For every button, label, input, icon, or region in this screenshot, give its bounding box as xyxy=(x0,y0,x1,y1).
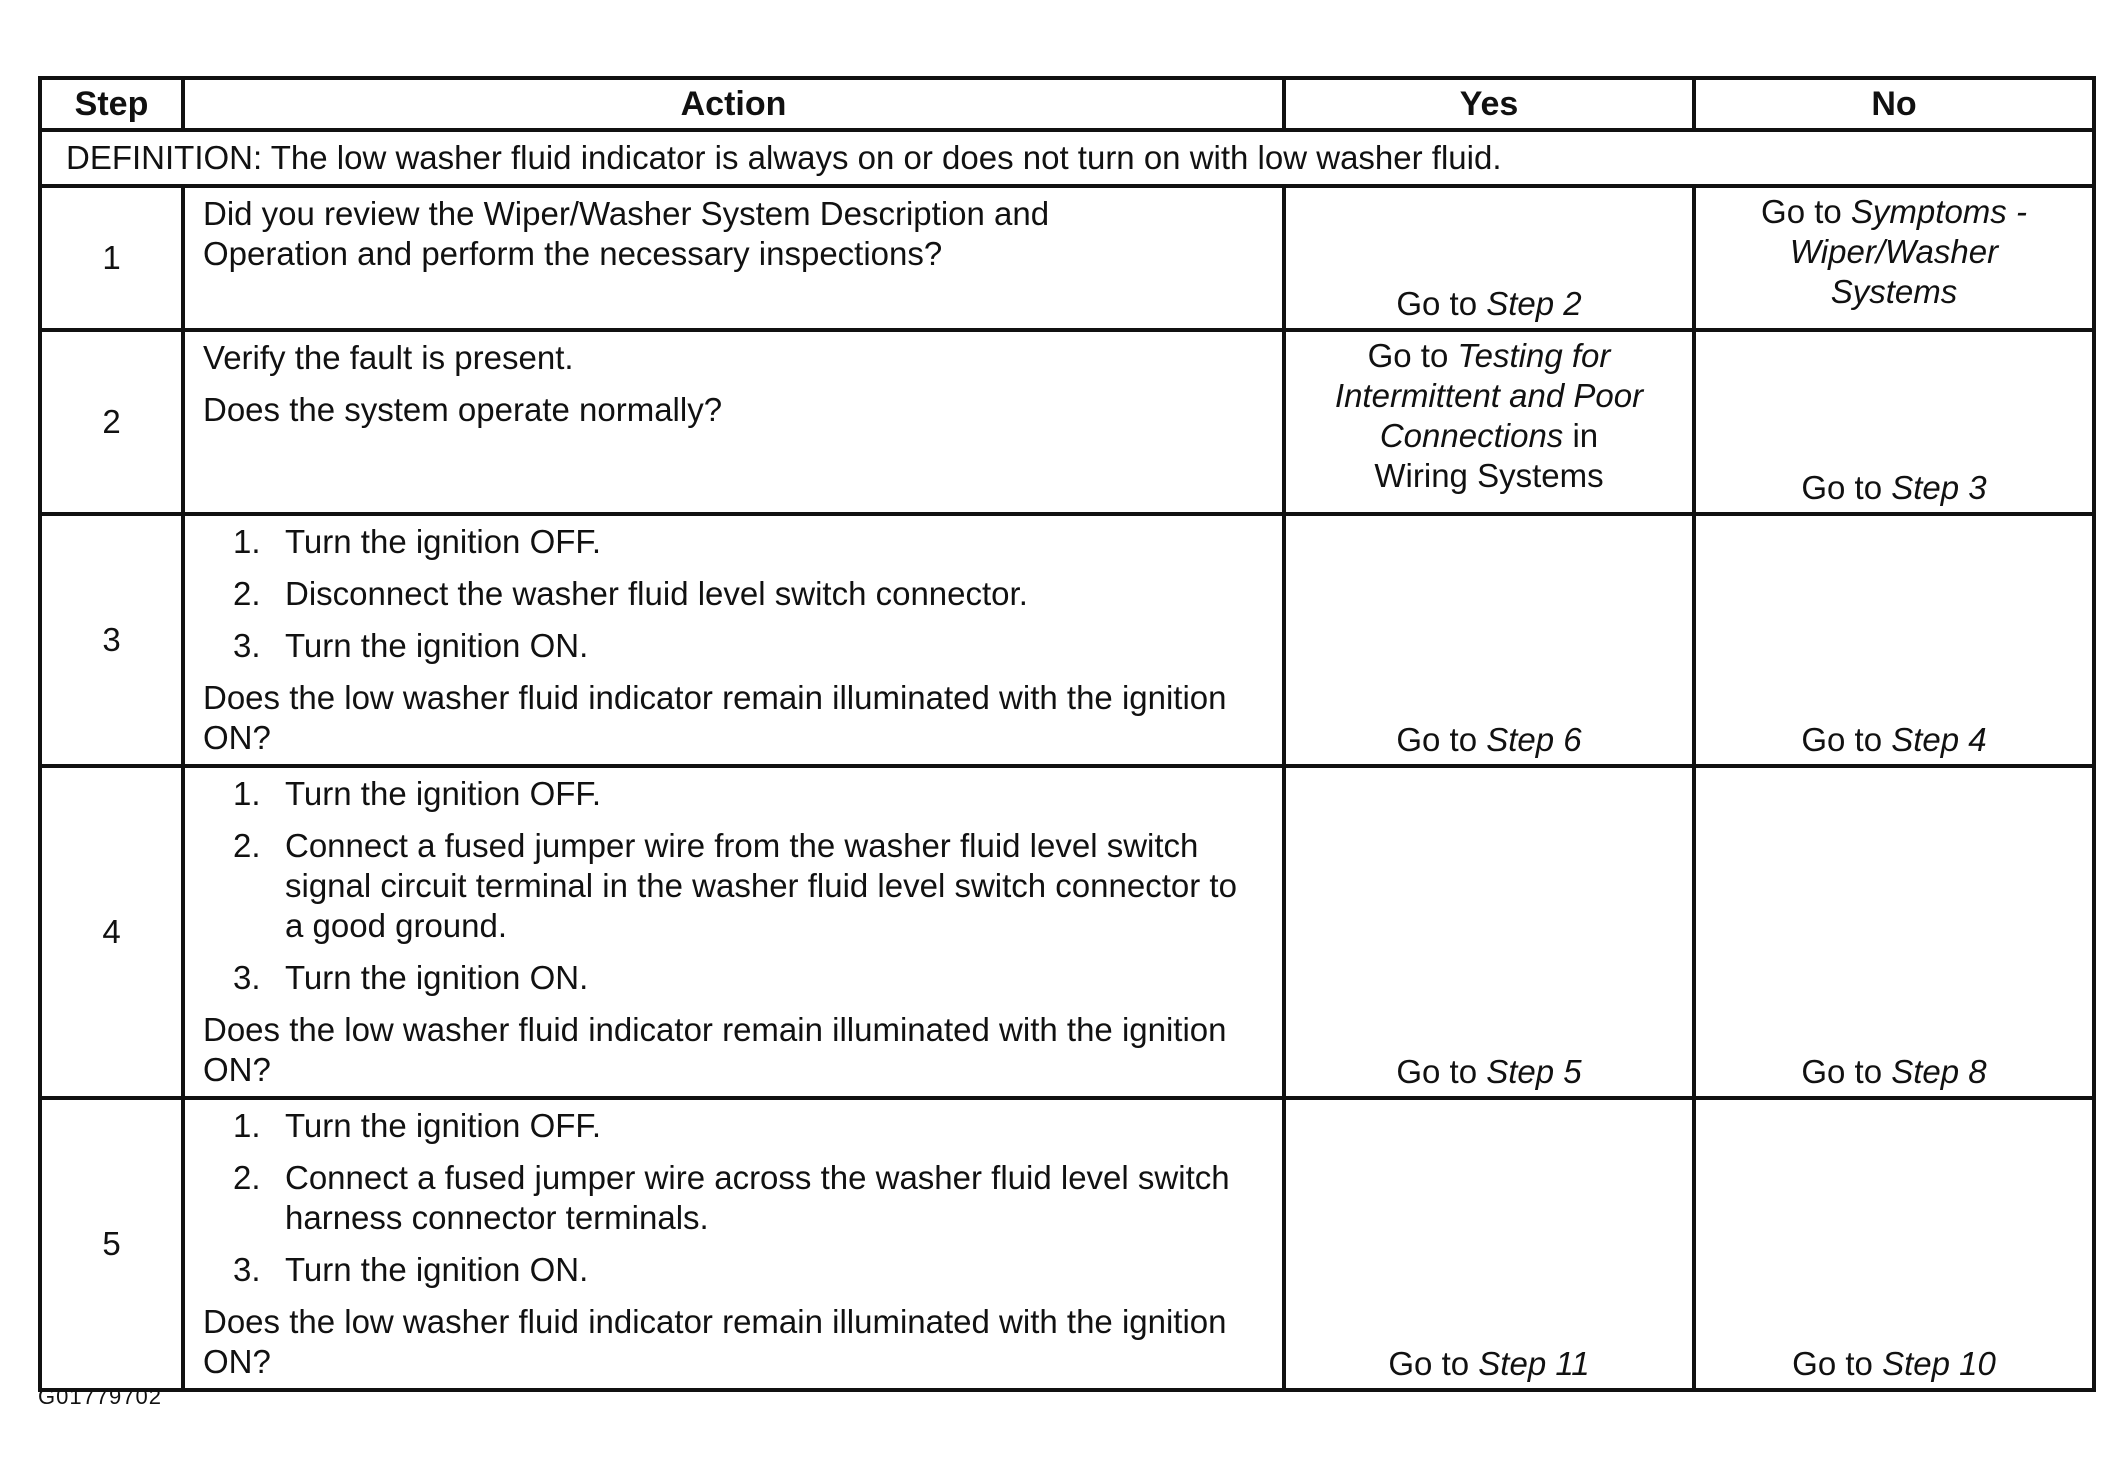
substep-list xyxy=(203,522,1264,666)
no-cell xyxy=(1694,766,2094,1098)
substep-text: Turn the ignition ON. xyxy=(285,627,589,664)
no-step-link[interactable]: Step 10 xyxy=(1882,1345,1996,1382)
definition-text: DEFINITION: The low washer fluid indicator is always on or does not turn on with low washer fluid. xyxy=(40,130,2094,186)
yes-prefix: Go to xyxy=(1396,285,1487,322)
yes-step-link[interactable]: Step 6 xyxy=(1486,721,1582,758)
substep-item xyxy=(203,958,1264,998)
yes-cell xyxy=(1284,1098,1694,1390)
yes-ref-link[interactable]: Connections xyxy=(1379,417,1564,454)
action-cell xyxy=(183,766,1284,1098)
yes-suffix: in xyxy=(1563,417,1599,454)
substep-item xyxy=(203,1158,1264,1238)
substep-item xyxy=(203,1106,1264,1146)
substep-item xyxy=(203,826,1264,946)
step-number: 1 xyxy=(40,186,183,330)
table-row xyxy=(40,1098,2094,1390)
no-prefix: Go to xyxy=(1801,721,1892,758)
substep-text: Disconnect the washer fluid level switch connector. xyxy=(285,575,1028,612)
substep-text: Turn the ignition ON. xyxy=(285,959,589,996)
no-prefix: Go to xyxy=(1801,469,1892,506)
definition-row xyxy=(40,130,2094,186)
header-yes: Yes xyxy=(1284,78,1694,130)
no-ref-link[interactable]: Wiper/Washer xyxy=(1789,233,1999,270)
no-cell xyxy=(1694,1098,2094,1390)
figure-id: G01779702 xyxy=(38,1384,162,1409)
substep-list xyxy=(203,774,1264,998)
yes-cell xyxy=(1284,330,1694,514)
substep-item xyxy=(203,574,1264,614)
yes-prefix: Go to xyxy=(1396,721,1487,758)
substep-number: 1. xyxy=(233,1107,261,1144)
yes-step-link[interactable]: Step 2 xyxy=(1486,285,1582,322)
no-step-link[interactable]: Step 4 xyxy=(1891,721,1987,758)
action-question: Does the low washer fluid indicator remain illuminated with the ignition ON? xyxy=(203,1011,1227,1088)
substep-number: 2. xyxy=(233,827,261,864)
no-step-link[interactable]: Step 8 xyxy=(1891,1053,1987,1090)
step-number: 4 xyxy=(40,766,183,1098)
no-ref-link[interactable]: Systems xyxy=(1830,273,1958,310)
action-question: Does the low washer fluid indicator remain illuminated with the ignition ON? xyxy=(203,1303,1227,1380)
substep-text: Turn the ignition OFF. xyxy=(285,775,602,812)
yes-cell xyxy=(1284,766,1694,1098)
substep-number: 2. xyxy=(233,1159,261,1196)
step-number: 3 xyxy=(40,514,183,766)
no-prefix: Go to xyxy=(1801,1053,1892,1090)
no-step-link[interactable]: Step 3 xyxy=(1891,469,1987,506)
substep-number: 1. xyxy=(233,775,261,812)
substep-text: Connect a fused jumper wire from the washer fluid level switch signal circuit terminal in the washer fluid level switch connector to a good ground. xyxy=(285,827,1237,944)
substep-number: 3. xyxy=(233,1251,261,1288)
table-row xyxy=(40,330,2094,514)
substep-item xyxy=(203,522,1264,562)
no-prefix: Go to xyxy=(1792,1345,1883,1382)
step-number: 2 xyxy=(40,330,183,514)
yes-step-link[interactable]: Step 5 xyxy=(1486,1053,1582,1090)
action-cell xyxy=(183,1098,1284,1390)
header-action: Action xyxy=(183,78,1284,130)
action-text xyxy=(203,194,1264,274)
header-step: Step xyxy=(40,78,183,130)
yes-step-link[interactable]: Step 11 xyxy=(1478,1345,1590,1382)
substep-text: Turn the ignition OFF. xyxy=(285,523,602,560)
diagnostic-table-container xyxy=(38,76,2092,1392)
yes-cell xyxy=(1284,186,1694,330)
substep-number: 1. xyxy=(233,523,261,560)
substep-number: 3. xyxy=(233,627,261,664)
header-row xyxy=(40,78,2094,130)
table-row xyxy=(40,514,2094,766)
action-cell xyxy=(183,514,1284,766)
diagnostic-table xyxy=(38,76,2096,1392)
action-text-line: Operation and perform the necessary inspections? xyxy=(203,235,943,272)
step-number: 5 xyxy=(40,1098,183,1390)
action-question: Does the system operate normally? xyxy=(203,391,723,428)
yes-ref-link[interactable]: Intermittent and Poor xyxy=(1334,377,1644,414)
substep-text: Turn the ignition OFF. xyxy=(285,1107,602,1144)
action-question: Does the low washer fluid indicator remain illuminated with the ignition ON? xyxy=(203,679,1227,756)
substep-item xyxy=(203,626,1264,666)
action-text: Verify the fault is present. xyxy=(203,339,574,376)
no-cell xyxy=(1694,186,2094,330)
yes-cell xyxy=(1284,514,1694,766)
substep-text: Turn the ignition ON. xyxy=(285,1251,589,1288)
no-prefix: Go to xyxy=(1761,193,1851,230)
substep-number: 3. xyxy=(233,959,261,996)
table-row xyxy=(40,766,2094,1098)
no-cell xyxy=(1694,330,2094,514)
yes-tail: Wiring Systems xyxy=(1374,457,1604,494)
substep-item xyxy=(203,1250,1264,1290)
substep-text: Connect a fused jumper wire across the washer fluid level switch harness connector terminals. xyxy=(285,1159,1230,1236)
yes-prefix: Go to xyxy=(1388,1345,1479,1382)
action-cell xyxy=(183,186,1284,330)
yes-prefix: Go to xyxy=(1367,337,1458,374)
substep-number: 2. xyxy=(233,575,261,612)
header-no: No xyxy=(1694,78,2094,130)
no-cell xyxy=(1694,514,2094,766)
yes-prefix: Go to xyxy=(1396,1053,1487,1090)
substep-list xyxy=(203,1106,1264,1290)
action-text-line: Did you review the Wiper/Washer System Description and xyxy=(203,195,1050,232)
table-row xyxy=(40,186,2094,330)
substep-item xyxy=(203,774,1264,814)
no-ref-link[interactable]: Symptoms - xyxy=(1850,193,2027,230)
action-cell xyxy=(183,330,1284,514)
yes-ref-link[interactable]: Testing for xyxy=(1457,337,1611,374)
